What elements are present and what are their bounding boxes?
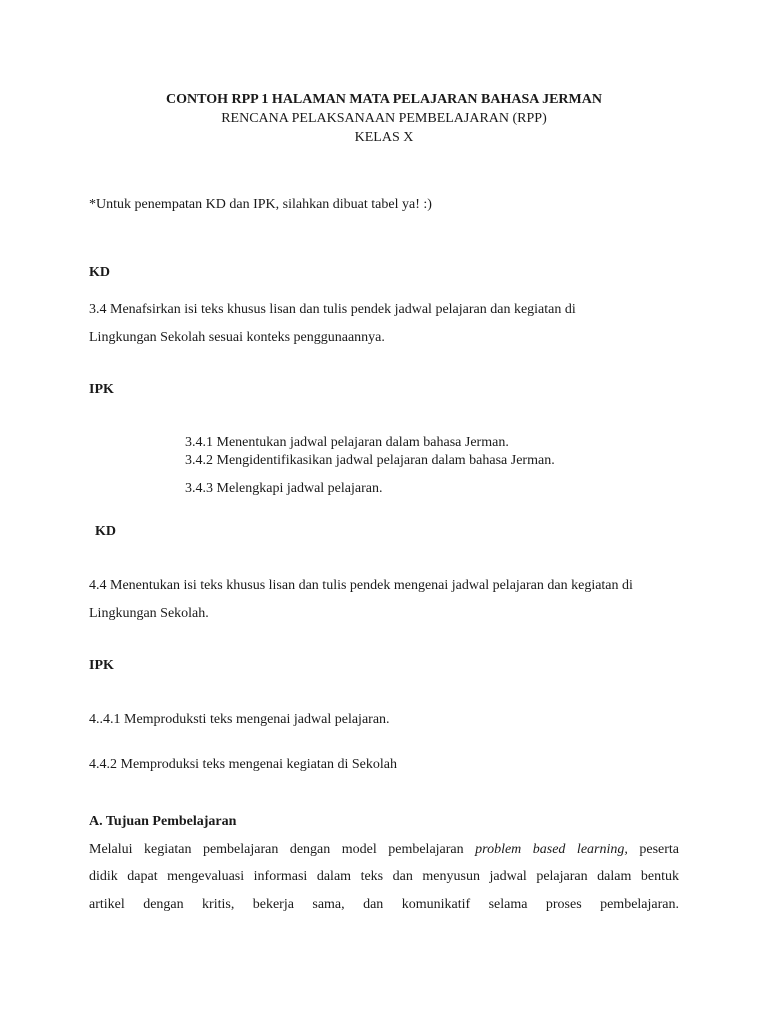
table-note: *Untuk penempatan KD dan IPK, silahkan dibuat tabel ya! :) [89, 197, 432, 212]
class-label: KELAS X [354, 130, 414, 145]
tujuan-heading: A. Tujuan Pembelajaran [89, 814, 237, 829]
document-title: CONTOH RPP 1 HALAMAN MATA PELAJARAN BAHASA JERMAN [166, 92, 602, 107]
document-subtitle: RENCANA PELAKSANAAN PEMBELAJARAN (RPP) [221, 111, 547, 126]
kd-4-4-line-1: 4.4 Menentukan isi teks khusus lisan dan tulis pendek mengenai jadwal pelajaran dan kegiatan di [89, 578, 633, 593]
tujuan-text: Melalui kegiatan pembelajaran dengan model pembelajaran [89, 842, 464, 857]
ipk-item: 3.4.1 Menentukan jadwal pelajaran dalam bahasa Jerman. [185, 435, 509, 450]
ipk-item: 3.4.2 Mengidentifikasikan jadwal pelajaran dalam bahasa Jerman. [185, 453, 555, 468]
kd-3-4-line-1: 3.4 Menafsirkan isi teks khusus lisan dan tulis pendek jadwal pelajaran dan kegiatan di [89, 302, 576, 317]
ipk-item: 4..4.1 Memproduksti teks mengenai jadwal pelajaran. [89, 712, 390, 727]
kd-heading-2: KD [95, 524, 116, 539]
tujuan-paragraph-line-1 [89, 842, 679, 858]
tujuan-paragraph-line-2: didik dapat mengevaluasi informasi dalam teks dan menyusun jadwal pelajaran dalam bentuk [89, 869, 679, 884]
tujuan-paragraph-line-3: artikel dengan kritis, bekerja sama, dan komunikatif selama proses pembelajaran. [89, 897, 679, 912]
tujuan-text: peserta [639, 842, 680, 857]
ipk-item: 3.4.3 Melengkapi jadwal pelajaran. [185, 481, 383, 496]
kd-4-4-line-2: Lingkungan Sekolah. [89, 606, 209, 621]
tujuan-italic-term: problem based learning, [475, 842, 628, 857]
ipk-heading-2: IPK [89, 658, 114, 673]
ipk-item: 4.4.2 Memproduksi teks mengenai kegiatan di Sekolah [89, 757, 397, 772]
ipk-heading-1: IPK [89, 382, 114, 397]
kd-heading-1: KD [89, 265, 110, 280]
kd-3-4-line-2: Lingkungan Sekolah sesuai konteks penggunaannya. [89, 330, 385, 345]
